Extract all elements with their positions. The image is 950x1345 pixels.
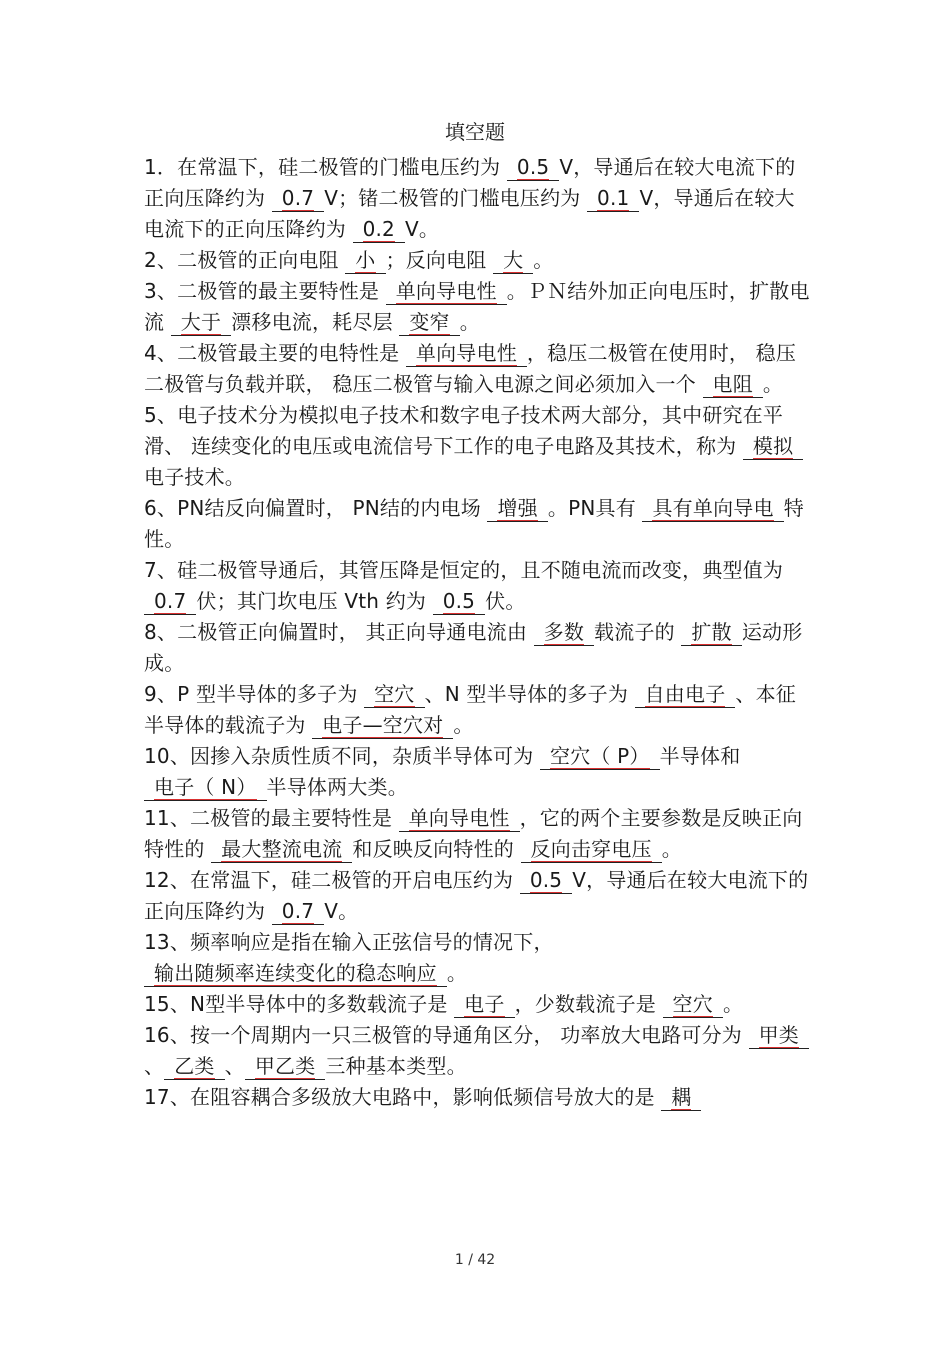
- answer-blank: [743, 433, 803, 460]
- answer-text: 空穴（ P）: [550, 744, 650, 768]
- answer-text: 电子: [464, 992, 505, 1016]
- answer-blank: [245, 1053, 326, 1080]
- answer-blank: [399, 309, 459, 336]
- question-text: 电子技术。: [144, 465, 245, 489]
- answer-blank: [749, 1022, 809, 1049]
- question-text: 17、在阻容耦合多级放大电路中，影响低频信号放大的是: [144, 1085, 662, 1109]
- page-title: 填空题: [445, 120, 505, 144]
- answer-blank: [144, 588, 196, 615]
- question-text: 10、因掺入杂质性质不同，杂质半导体可为: [144, 744, 541, 768]
- answer-text: 大于: [180, 310, 222, 334]
- answer-blank: [454, 991, 514, 1018]
- answer-blank: [399, 805, 520, 832]
- question-text: 、: [144, 1054, 165, 1078]
- answer-blank: [171, 309, 231, 336]
- question-text: ；反向电阻: [385, 248, 494, 272]
- question-text: 。: [533, 248, 554, 272]
- question-text: 运动形成。: [144, 620, 803, 675]
- question-text: 、本征半导体的载流子为: [144, 682, 797, 737]
- answer-text: 最大整流电流: [221, 837, 343, 861]
- answer-blank: [681, 619, 741, 646]
- question-text: 。: [453, 713, 474, 737]
- question-item: [144, 927, 814, 989]
- question-text: 9、P 型半导体的多子为: [144, 682, 365, 706]
- question-text: 6、PN结反向偏置时， PN结的内电场: [144, 496, 488, 520]
- question-item: [144, 989, 814, 1020]
- question-text: 1．在常温下，硅二极管的门槛电压约为: [144, 155, 507, 179]
- answer-text: 甲类: [758, 1023, 799, 1047]
- answer-text: 扩散: [691, 620, 732, 644]
- question-text: V，导通后在较大电流下的正向压降约为: [144, 868, 809, 923]
- question-text: 伏；其门坎电压 Vth 约为: [196, 589, 433, 613]
- question-text: ，少数载流子是: [514, 992, 663, 1016]
- question-text: 15、N型半导体中的多数载流子是: [144, 992, 455, 1016]
- question-text: 三种基本类型。: [325, 1054, 467, 1078]
- answer-blank: [642, 495, 783, 522]
- answer-blank: [540, 743, 660, 770]
- answer-text: 电阻: [712, 372, 753, 396]
- answer-blank: [661, 1084, 701, 1111]
- question-text: 特性。: [144, 496, 804, 551]
- question-text: 漂移电流，耗尽层: [231, 310, 400, 334]
- question-text: V。: [404, 217, 440, 241]
- page-total: 42: [477, 1252, 496, 1268]
- answer-text: 耦: [671, 1085, 692, 1109]
- question-text: 和反映反向特性的: [352, 837, 521, 861]
- answer-blank: [433, 588, 485, 615]
- answer-blank: [272, 185, 324, 212]
- question-text: 2、二极管的正向电阻: [144, 248, 346, 272]
- answer-blank: [272, 898, 324, 925]
- question-text: 。: [722, 992, 744, 1016]
- question-text: 。: [762, 372, 784, 396]
- question-item: [144, 1082, 814, 1113]
- question-item: [144, 245, 814, 276]
- answer-text: 0.5: [442, 589, 476, 613]
- answer-blank: [144, 774, 267, 801]
- answer-text: 反向击穿电压: [530, 837, 652, 861]
- answer-blank: [521, 836, 662, 863]
- question-text: 。: [446, 961, 468, 985]
- question-text: 、: [224, 1054, 245, 1078]
- question-text: 半导体和: [659, 744, 741, 768]
- answer-text: 电子—空穴对: [322, 713, 444, 737]
- question-text: 3、二极管的最主要特性是: [144, 279, 386, 303]
- answer-text: 电子（ N）: [154, 775, 257, 799]
- answer-blank: [353, 216, 405, 243]
- question-text: V；锗二极管的门槛电压约为: [324, 186, 588, 210]
- question-text: 。: [661, 837, 682, 861]
- answer-blank: [663, 991, 723, 1018]
- page-current: 1: [454, 1252, 464, 1268]
- answer-blank: [520, 867, 572, 894]
- answer-text: 变窄: [409, 310, 450, 334]
- answer-text: 空穴: [672, 992, 713, 1016]
- question-item: [144, 679, 814, 741]
- question-text: 。ＰＮ结外加正向电压时，扩散电流: [144, 279, 810, 334]
- question-text: ，它的两个主要参数是反映正向特性的: [144, 806, 803, 861]
- answer-text: 大: [503, 248, 524, 272]
- answer-text: 乙类: [174, 1054, 215, 1078]
- answer-blank: [493, 247, 533, 274]
- answer-text: 单向导电性: [415, 341, 517, 365]
- question-text: 7、硅二极管导通后，其管压降是恒定的，且不随电流而改变，典型值为: [144, 558, 784, 582]
- question-item: [144, 152, 814, 245]
- answer-text: 空穴: [374, 682, 415, 706]
- question-text: 13、频率响应是指在输入正弦信号的情况下，: [144, 930, 554, 954]
- answer-text: 0.5: [529, 868, 563, 892]
- answer-text: 甲乙类: [254, 1054, 316, 1078]
- answer-blank: [406, 340, 527, 367]
- answer-text: 输出随频率连续变化的稳态响应: [154, 961, 437, 985]
- question-text: V，导通后在较大电流下的正向压降约为: [144, 186, 795, 241]
- question-item: [144, 555, 814, 617]
- question-text: 。: [459, 310, 480, 334]
- question-text: V，导通后在较大电流下的正向压降约为: [144, 155, 796, 210]
- question-item: [144, 617, 814, 679]
- question-text: V。: [324, 899, 359, 923]
- question-text: 。PN具有: [547, 496, 643, 520]
- question-item: [144, 276, 814, 338]
- answer-text: 0.5: [516, 155, 550, 179]
- question-item: [144, 338, 814, 400]
- question-item: [144, 865, 814, 927]
- page-separator: /: [468, 1252, 473, 1268]
- question-text: 半导体两大类。: [266, 775, 408, 799]
- question-item: [144, 803, 814, 865]
- answer-text: 多数: [543, 620, 585, 644]
- question-text: 5、电子技术分为模拟电子技术和数字电子技术两大部分，其中研究在平滑、 连续变化的电压或电流信号下工作的电子电路及其技术，称为: [144, 403, 784, 458]
- answer-text: 0.7: [154, 589, 187, 613]
- question-text: 、N 型半导体的多子为: [424, 682, 635, 706]
- answer-blank: [211, 836, 352, 863]
- answer-blank: [164, 1053, 224, 1080]
- question-text: 16、按一个周期内一只三极管的导通角区分， 功率放大电路可分为: [144, 1023, 749, 1047]
- question-text: 伏。: [485, 589, 526, 613]
- answer-text: 0.2: [362, 217, 395, 241]
- answer-text: 单向导电性: [408, 806, 510, 830]
- question-item: [144, 400, 814, 493]
- answer-blank: [364, 681, 424, 708]
- question-text: 11、二极管的最主要特性是: [144, 806, 399, 830]
- answer-blank: [635, 681, 736, 708]
- page-number: [0, 1251, 950, 1269]
- answer-text: 模拟: [752, 434, 794, 458]
- question-text: 8、二极管正向偏置时， 其正向导通电流由: [144, 620, 534, 644]
- answer-blank: [386, 278, 507, 305]
- answer-text: 小: [355, 248, 376, 272]
- answer-text: 0.7: [281, 186, 315, 210]
- question-item: [144, 493, 814, 555]
- question-item: [144, 741, 814, 803]
- answer-blank: [487, 495, 547, 522]
- question-text: 载流子的: [594, 620, 682, 644]
- answer-blank: [312, 712, 453, 739]
- answer-text: 具有单向导电: [652, 496, 774, 520]
- answer-text: 增强: [497, 496, 538, 520]
- question-list: [144, 152, 814, 1113]
- answer-blank: [587, 185, 639, 212]
- answer-text: 自由电子: [644, 682, 726, 706]
- question-text: 4、二极管最主要的电特性是: [144, 341, 406, 365]
- answer-blank: [534, 619, 594, 646]
- answer-blank: [345, 247, 385, 274]
- answer-text: 单向导电性: [395, 279, 497, 303]
- question-item: [144, 1020, 814, 1082]
- answer-text: 0.7: [281, 899, 315, 923]
- answer-text: 0.1: [597, 186, 630, 210]
- answer-blank: [507, 154, 559, 181]
- answer-blank: [144, 960, 447, 987]
- question-text: ，稳压二极管在使用时， 稳压二极管与负载并联， 稳压二极管与输入电源之间必须加入一个: [144, 341, 797, 396]
- answer-blank: [703, 371, 763, 398]
- question-text: 12、在常温下，硅二极管的开启电压约为: [144, 868, 520, 892]
